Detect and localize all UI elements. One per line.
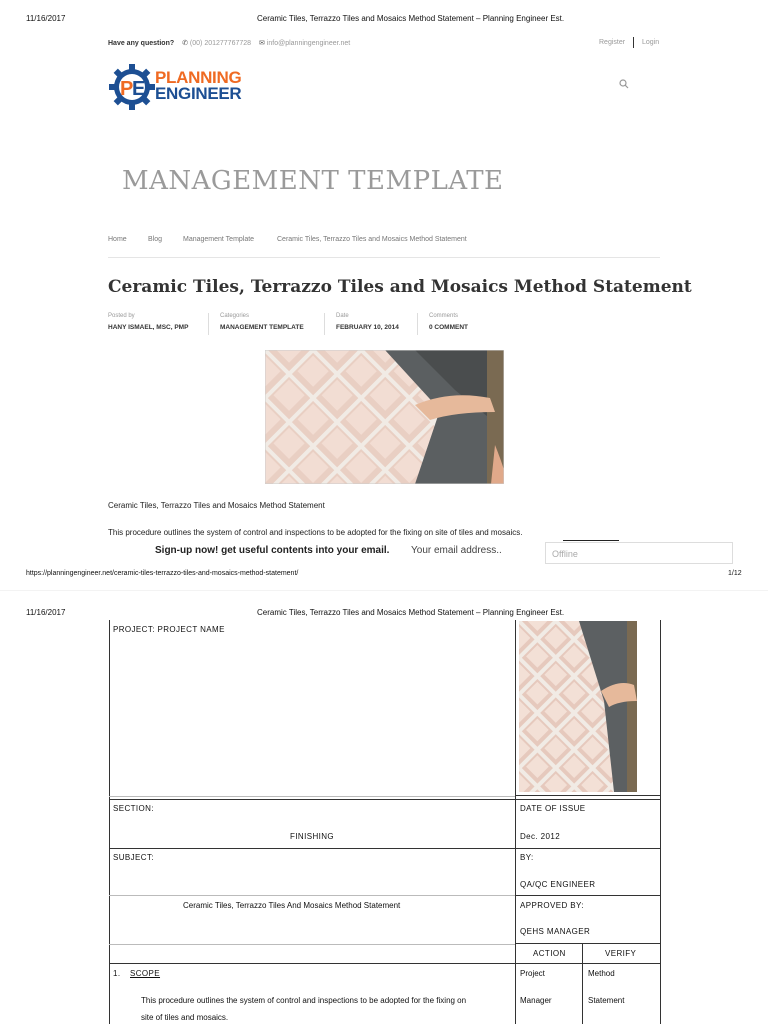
table-border — [515, 795, 661, 796]
footer-url: https://planningengineer.net/ceramic-tiles-terrazzo-tiles-and-mosaics-method-statement/ — [26, 570, 299, 577]
logo-line-1: PLANNING — [155, 68, 242, 87]
meta-author-label: Posted by — [108, 313, 135, 319]
action-line-2: Manager — [520, 996, 552, 1005]
logo-gear-icon[interactable] — [108, 63, 156, 111]
image-caption: Ceramic Tiles, Terrazzo Tiles and Mosaics Method Statement — [108, 501, 325, 510]
section-value: FINISHING — [290, 832, 335, 841]
subject-label: SUBJECT: — [113, 853, 154, 862]
action-header: ACTION — [533, 949, 566, 958]
print-title-2: Ceramic Tiles, Terrazzo Tiles and Mosaics Method Statement – Planning Engineer Est. — [257, 608, 565, 617]
email-link[interactable]: info@planningengineer.net — [266, 40, 351, 47]
table-border — [515, 943, 661, 944]
intro-paragraph: This procedure outlines the system of control and inspections to be adopted for the fixing on site of tiles and mosaics. — [108, 528, 523, 537]
table-border — [109, 796, 515, 797]
print-date: 11/16/2017 — [26, 14, 66, 23]
divider — [108, 257, 660, 258]
breadcrumb-current: Ceramic Tiles, Terrazzo Tiles and Mosaics Method Statement — [277, 236, 467, 243]
scope-number: 1. — [113, 969, 121, 978]
tiles-photo-2 — [519, 621, 637, 792]
meta-divider — [324, 313, 325, 335]
svg-text:E: E — [132, 78, 146, 100]
email-input[interactable]: Your email address.. — [411, 545, 502, 556]
verify-line-1: Method — [588, 969, 615, 978]
meta-divider — [417, 313, 418, 335]
meta-comments[interactable]: 0 COMMENT — [429, 324, 468, 331]
print-date-2: 11/16/2017 — [26, 608, 66, 617]
table-border — [109, 799, 661, 800]
table-border — [109, 944, 515, 945]
register-link[interactable]: Register — [599, 39, 626, 46]
signup-text: Sign-up now! get useful contents into your email. — [155, 545, 390, 556]
breadcrumb-home[interactable]: Home — [108, 236, 127, 243]
by-value: QA/QC ENGINEER — [520, 880, 596, 889]
section-label: SECTION: — [113, 804, 154, 813]
approved-value: QEHS MANAGER — [520, 927, 591, 936]
search-icon[interactable] — [619, 79, 629, 89]
hero-title: MANAGEMENT TEMPLATE — [122, 166, 504, 196]
meta-category[interactable]: MANAGEMENT TEMPLATE — [220, 324, 304, 331]
meta-divider — [208, 313, 209, 335]
page-number: 1/12 — [728, 570, 742, 577]
scope-heading: SCOPE — [130, 969, 161, 978]
table-border — [109, 963, 661, 964]
meta-author[interactable]: HANY ISMAEL, MSC, PMP — [108, 324, 189, 331]
logo-line-2: ENGINEER — [155, 84, 242, 103]
logo-wordmark[interactable] — [155, 70, 241, 102]
page-break — [0, 590, 768, 591]
contact-bar — [108, 39, 350, 47]
chat-tab-line — [563, 540, 619, 541]
login-link[interactable]: Login — [642, 39, 660, 46]
scope-text: This procedure outlines the system of control and inspections to be adopted for the fixing on — [141, 996, 467, 1005]
table-border — [515, 895, 661, 896]
table-border — [109, 848, 661, 849]
scope-text-continued: site of tiles and mosaics. — [141, 1013, 229, 1022]
verify-header: VERIFY — [605, 949, 637, 958]
breadcrumb-category[interactable]: Management Template — [183, 236, 255, 243]
meta-date: FEBRUARY 10, 2014 — [336, 324, 399, 331]
auth-divider — [633, 37, 634, 48]
svg-text:P: P — [120, 78, 134, 100]
chat-status[interactable]: Offline — [545, 542, 733, 564]
subject-value: Ceramic Tiles, Terrazzo Tiles And Mosaics Method Statement — [183, 901, 401, 910]
action-line-1: Project — [520, 969, 545, 978]
question-label: Have any question? — [108, 40, 175, 47]
meta-comments-label: Comments — [429, 313, 459, 319]
breadcrumb-blog[interactable]: Blog — [148, 236, 163, 243]
meta-category-label: Categories — [220, 313, 250, 319]
meta-date-label: Date — [336, 313, 349, 319]
project-name: PROJECT: PROJECT NAME — [113, 625, 225, 634]
phone-icon: ✆ — [182, 40, 188, 47]
verify-line-2: Statement — [588, 996, 625, 1005]
approved-label: APPROVED BY: — [520, 901, 584, 910]
post-title: Ceramic Tiles, Terrazzo Tiles and Mosaics Method Statement — [108, 277, 692, 297]
mail-icon: ✉ — [259, 40, 265, 47]
tiles-photo — [265, 350, 504, 484]
print-title: Ceramic Tiles, Terrazzo Tiles and Mosaics Method Statement – Planning Engineer Est. — [257, 14, 565, 23]
date-label: DATE OF ISSUE — [520, 804, 586, 813]
phone-link[interactable]: (00) 201277767728 — [189, 40, 252, 47]
date-value: Dec. 2012 — [520, 832, 561, 841]
by-label: BY: — [520, 853, 534, 862]
table-border — [582, 943, 583, 1024]
